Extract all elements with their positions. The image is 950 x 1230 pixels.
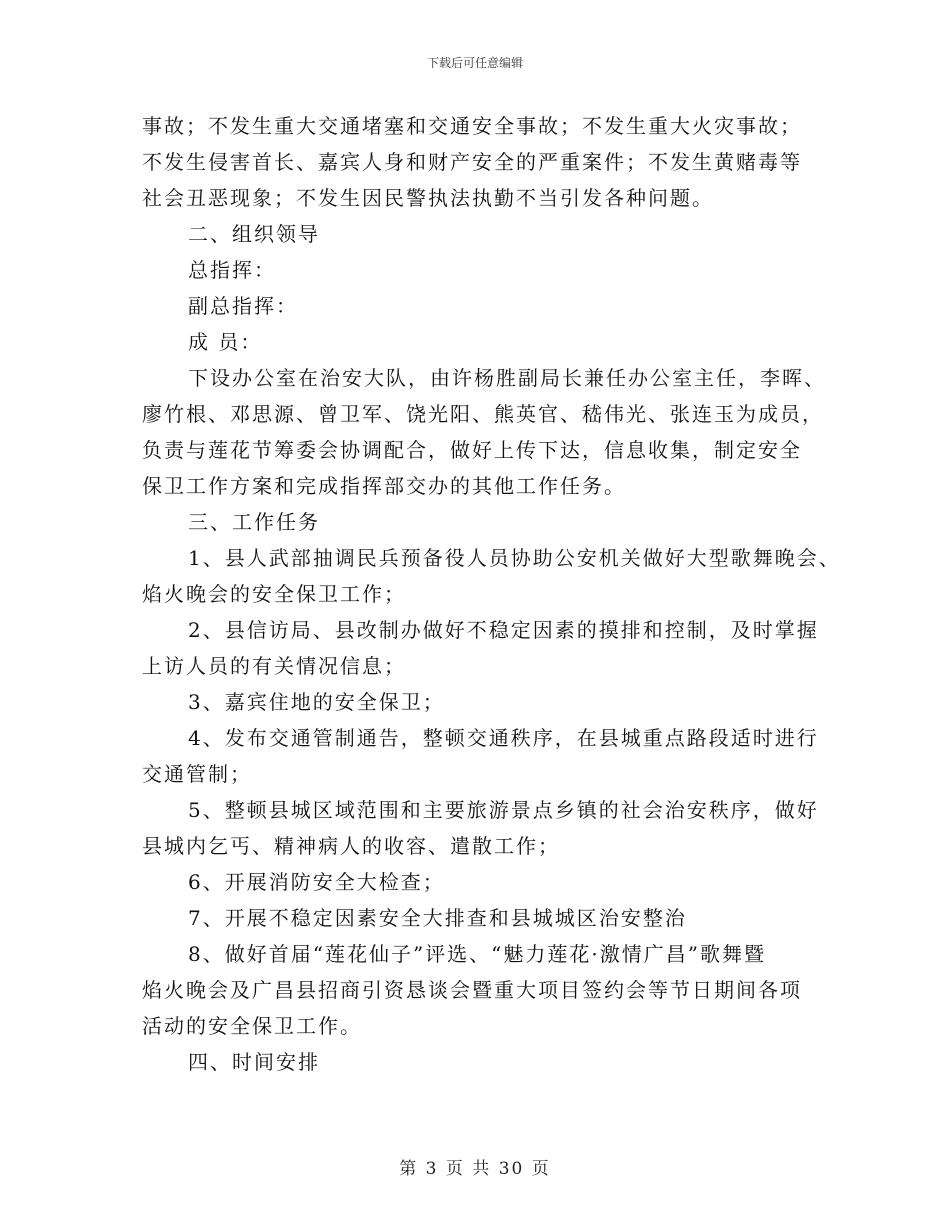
text-line: 总指挥： xyxy=(188,258,276,282)
text-line: 不发生侵害首长、嘉宾人身和财产安全的严重案件；不发生黄赌毒等 xyxy=(142,150,802,174)
text-line: 焰火晚会的安全保卫工作； xyxy=(142,582,406,606)
text-line: 2、县信访局、县改制办做好不稳定因素的摸排和控制，及时掌握 xyxy=(188,618,819,642)
text-line: 副总指挥： xyxy=(188,294,298,318)
text-line: 1、县人武部抽调民兵预备役人员协助公安机关做好大型歌舞晚会、 xyxy=(188,546,841,570)
page-header-note: 下载后可任意编辑 xyxy=(426,56,523,70)
text-line: 廖竹根、邓思源、曾卫军、饶光阳、熊英官、嵇伟光、张连玉为成员， xyxy=(142,402,824,426)
text-line: 活动的安全保卫工作。 xyxy=(142,1014,362,1038)
text-line: 5、整顿县城区域范围和主要旅游景点乡镇的社会治安秩序，做好 xyxy=(188,798,819,822)
text-line: 6、开展消防安全大检查； xyxy=(188,870,445,894)
text-line: 上访人员的有关情况信息； xyxy=(142,654,406,678)
text-line: 下设办公室在治安大队，由许杨胜副局长兼任办公室主任，李晖、 xyxy=(188,366,826,390)
text-line: 4、发布交通管制通告，整顿交通秩序，在县城重点路段适时进行 xyxy=(188,726,819,750)
text-line: 成 员： xyxy=(188,330,263,354)
text-line: 事故；不发生重大交通堵塞和交通安全事故；不发生重大火灾事故； xyxy=(142,114,802,138)
text-line: 社会丑恶现象；不发生因民警执法执勤不当引发各种问题。 xyxy=(142,186,714,210)
text-line: 二、组织领导 xyxy=(188,222,320,246)
document-body xyxy=(142,108,841,1080)
text-line: 交通管制； xyxy=(142,762,252,786)
text-line: 三、工作任务 xyxy=(188,510,320,534)
text-line: 负责与莲花节筹委会协调配合，做好上传下达，信息收集，制定安全 xyxy=(142,438,802,462)
text-line: 7、开展不稳定因素安全大排查和县城城区治安整治 xyxy=(188,906,687,930)
text-line: 3、嘉宾住地的安全保卫； xyxy=(188,690,445,714)
text-line: 县城内乞丐、精神病人的收容、遣散工作； xyxy=(142,834,560,858)
page-number-footer: 第 3 页 共 30 页 xyxy=(399,1159,551,1179)
text-line: 四、时间安排 xyxy=(188,1050,320,1074)
text-line: 焰火晚会及广昌县招商引资恳谈会暨重大项目签约会等节日期间各项 xyxy=(142,978,802,1002)
text-line: 8、做好首届“莲花仙子”评选、“魅力莲花·激情广昌”歌舞暨 xyxy=(188,942,766,966)
text-line: 保卫工作方案和完成指挥部交办的其他工作任务。 xyxy=(142,474,626,498)
